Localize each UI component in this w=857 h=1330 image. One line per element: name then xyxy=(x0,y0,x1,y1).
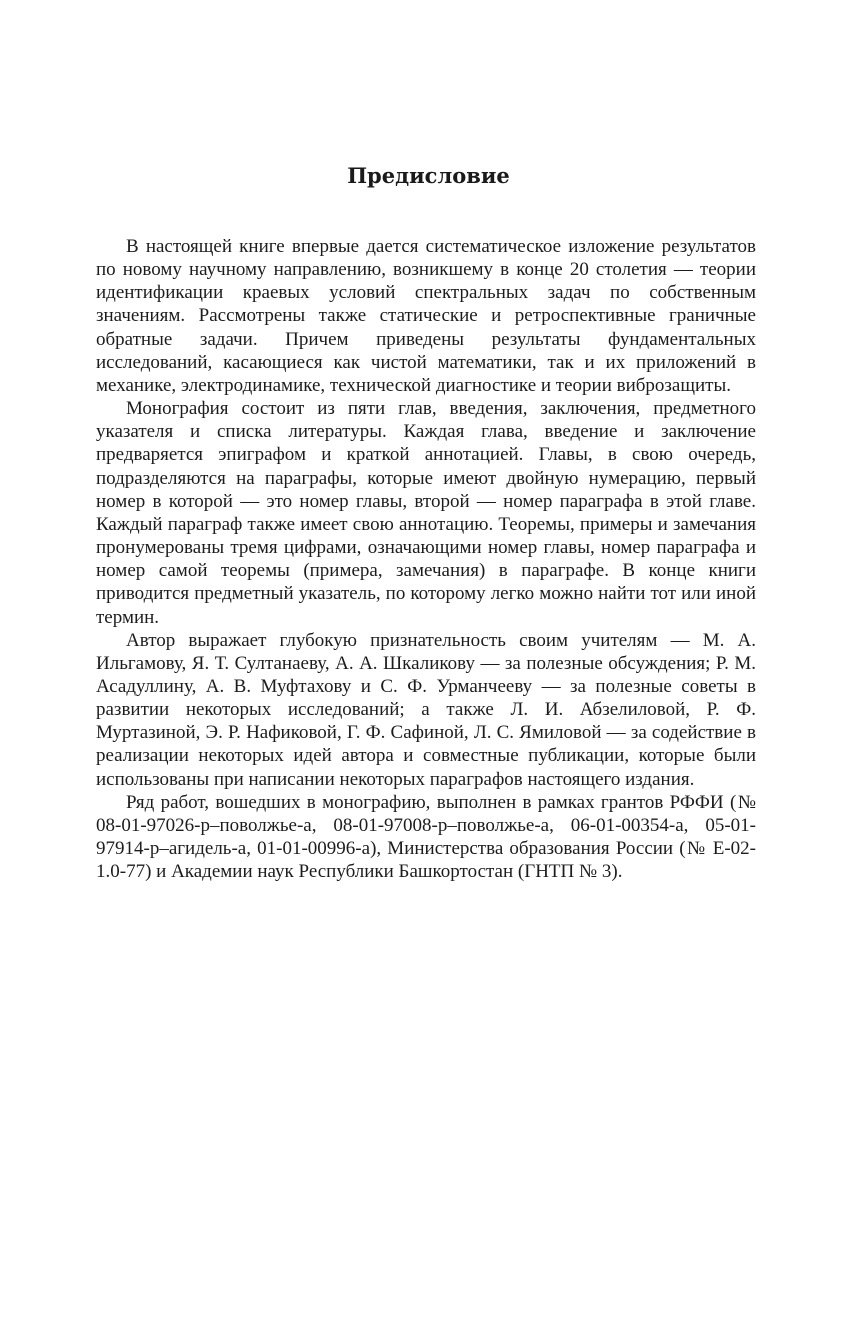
page-title: Предисловие xyxy=(347,163,510,188)
paragraph-2: Монография состоит из пяти глав, введения, заключения, предметного указателя и списка литературы. Каждая глава, введение и заключение предваряется эпиграфом и краткой аннотацией. Главы, в свою очередь, подразделяются на параграфы, которые имеют двойную нумерацию, первый номер в которой — это номер главы, второй — номер параграфа в этой главе. Каждый параграф также имеет свою аннотацию. Теоремы, примеры и замечания пронумерованы тремя цифрами, означающими номер главы, номер параграфа и номер самой теоремы (примера, замечания) в параграфе. В конце книги приводится предметный указатель, по которому легко можно найти тот или иной термин. xyxy=(96,398,756,628)
paragraph-1: В настоящей книге впервые дается систематическое изложение результатов по новому научному направлению, возникшему в конце 20 столетия — теории идентификации краевых условий спектральных задач по собственным значениям. Рассмотрены также статические и ретроспективные граничные обратные задачи. Причем приведены результаты фундаментальных исследований, касающиеся как чистой математики, так и их приложений в механике, электродинамике, технической диагностике и теории виброзащиты. xyxy=(96,236,756,396)
paragraph-4: Ряд работ, вошедших в монографию, выполнен в рамках грантов РФФИ (№ 08-01-97026-р–поволжье-а, 08-01-97008-р–поволжье-а, 06-01-00354-а, 05-01-97914-р–агидель-а, 01-01-00996-а), Министерства образования России (№ Е-02-1.0-77) и Академии наук Республики Башкортостан (ГНТП № 3). xyxy=(96,791,756,883)
paragraph-3: Автор выражает глубокую признательность своим учителям — М. А. Ильгамову, Я. Т. Султанаеву, А. А. Шкаликову — за полезные обсуждения; Р. М. Асадуллину, А. В. Муфтахову и С. Ф. Урманчееву — за полезные советы в развитии некоторых исследований; а также Л. И. Абзелиловой, Р. Ф. Муртазиной, Э. Р. Нафиковой, Г. Ф. Сафиной, Л. С. Ямиловой — за содействие в реализации некоторых идей автора и совместные публикации, которые были использованы при написании некоторых параграфов настоящего издания. xyxy=(96,629,756,790)
preface-body xyxy=(96,235,756,883)
